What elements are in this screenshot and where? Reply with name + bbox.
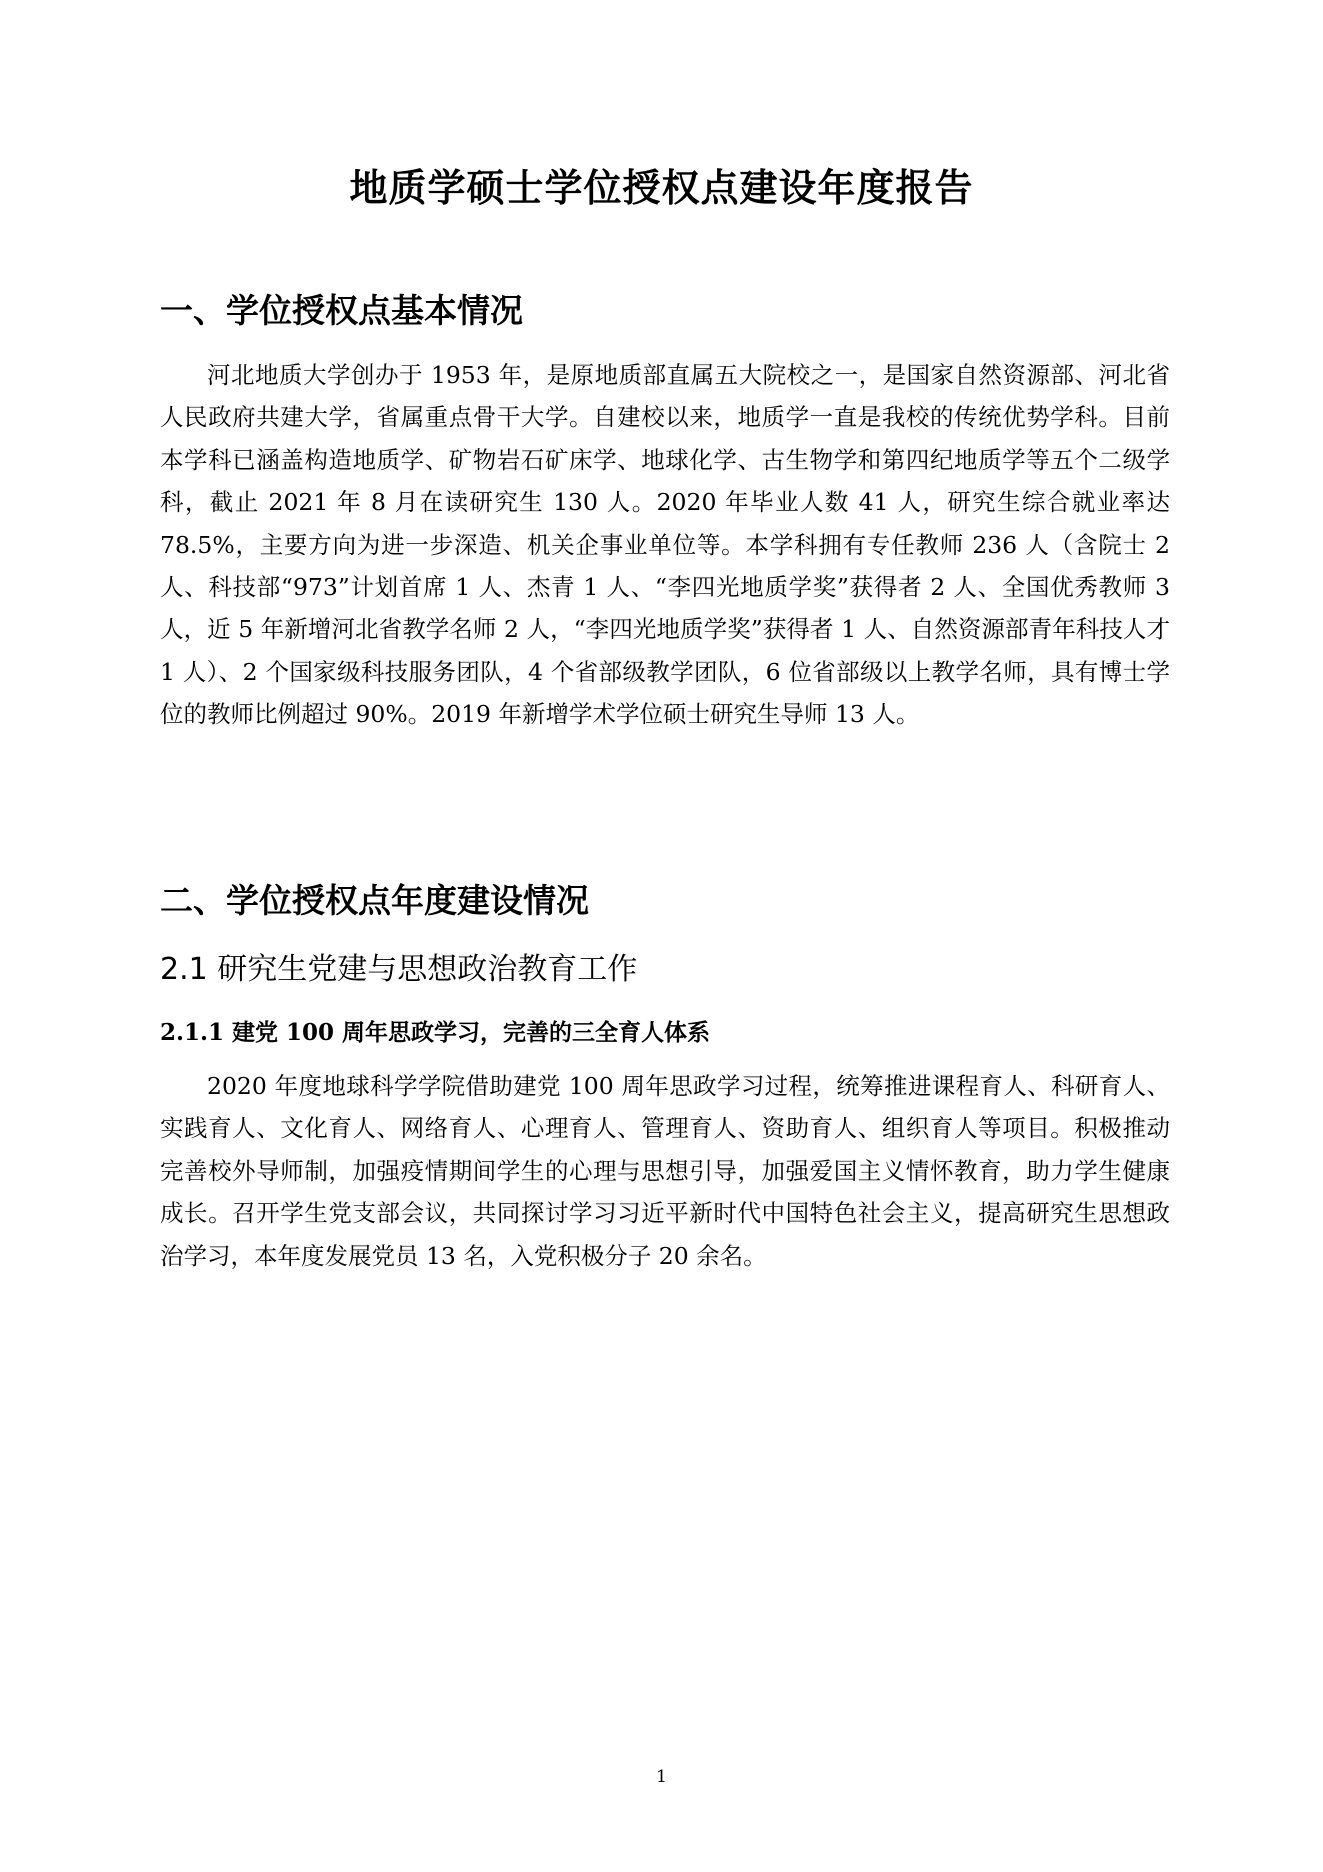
- document-title: 地质学硕士学位授权点建设年度报告: [349, 166, 974, 210]
- page-number: 1: [656, 1767, 667, 1787]
- subsection-2-1-1-paragraph: 2020 年度地球科学学院借助建党 100 周年思政学习过程，统筹推进课程育人、科研育人、实践育人、文化育人、网络育人、心理育人、管理育人、资助育人、组织育人等项目。积极推动完善校外导师制，加强疫情期间学生的心理与思想引导，加强爱国主义情怀教育，助力学生健康成长。召开学生党支部会议，共同探讨学习习近平新时代中国特色社会主义，提高研究生思想政治学习，本年度发展党员 13 名，入党积极分子 20 余名。: [160, 1072, 1170, 1270]
- section-2-heading: 二、学位授权点年度建设情况: [160, 881, 589, 920]
- subsection-2-1-heading: 2.1 研究生党建与思想政治教育工作: [160, 952, 638, 987]
- subsection-2-1-1-heading: 2.1.1 建党 100 周年思政学习，完善的三全育人体系: [160, 1019, 711, 1046]
- section-1-heading: 一、学位授权点基本情况: [160, 291, 523, 330]
- section-1-paragraph: 河北地质大学创办于 1953 年，是原地质部直属五大院校之一，是国家自然资源部、河北省人民政府共建大学，省属重点骨干大学。自建校以来，地质学一直是我校的传统优势学科。目前本学科已涵盖构造地质学、矿物岩石矿床学、地球化学、古生物学和第四纪地质学等五个二级学科，截止 2021 年 8 月在读研究生 130 人。2020 年毕业人数 41 人，研究生综合就业率达 78.5%，主要方向为进一步深造、机关企事业单位等。本学科拥有专任教师 236 人（含院士 2 人、科技部“973”计划首席 1 人、杰青 1 人、“李四光地质学奖”获得者 2 人、全国优秀教师 3 人，近 5 年新增河北省教学名师 2 人，“李四光地质学奖”获得者 1 人、自然资源部青年科技人才 1 人）、2 个国家级科技服务团队，4 个省部级教学团队，6 位省部级以上教学名师，具有博士学位的教师比例超过 90%。2019 年新增学术学位硕士研究生导师 13 人。: [160, 361, 1170, 729]
